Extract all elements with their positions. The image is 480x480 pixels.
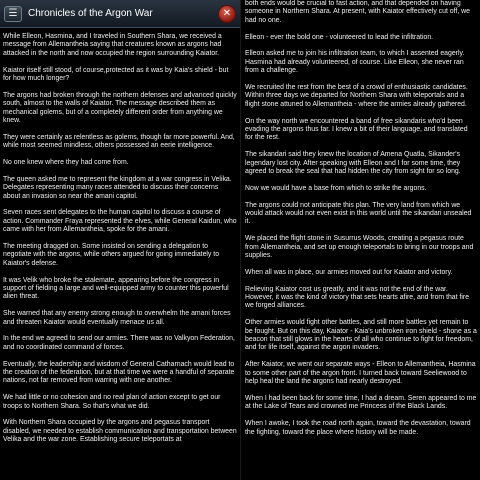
paragraph: When all was in place, our armies moved out for Kaiator and victory.: [245, 268, 453, 276]
paragraph: She warned that any enemy strong enough to overwhelm the amani forces and threaten Kaiator would eventually menace us all.: [3, 310, 231, 326]
paragraph: We placed the flight stone in Susurrus Woods, creating a pegasus route from Allemantheia, and set up enough teleportals to bring in our troops and supplies.: [245, 235, 474, 260]
paragraph: Relieving Kaiator cost us greatly, and it was not the end of the war. However, it was the kind of victory that sets hearts afire, and from that fire we forged alliances.: [245, 285, 470, 310]
paragraph: Now we would have a base from which to strike the argons.: [245, 184, 427, 192]
paragraph: The argons had broken through the northern defenses and advanced quickly south, almost to the walls of Kaiator. The message described them as mechanical golems, but of a completely different order from anything we knew.: [3, 91, 237, 125]
menu-icon[interactable]: ☰: [4, 6, 22, 22]
paragraph: When I awoke, I took the road north again, toward the devastation, toward the fighting, toward the place where history will be made.: [245, 420, 471, 436]
paragraph: After Kaiator, we went our separate ways - Elleon to Allemantheia, Hasmina to some other part of the argon front. I turned back toward Seeliewood to help heal the land the argons had nearly destroyed.: [245, 361, 476, 386]
paragraph: When I had been back for some time, I had a dream. Seren appeared to me at the Lake of Tears and crowned me Princess of the Black Lands.: [245, 394, 477, 411]
right-text-body: [245, 0, 477, 437]
paragraph: In the end we agreed to send our armies. There was no Valkyon Federation, and no coordinated command of forces.: [3, 335, 235, 351]
left-text-body: [3, 33, 237, 445]
paragraph: On the way north we encountered a band of free sikandaris who'd been evading the argons thus far. I knew a bit of their language, and translated for the rest.: [245, 117, 468, 142]
paragraph: No one knew where they had come from.: [3, 159, 129, 167]
paragraph: The sikandari said they knew the location of Amena Quatla, Sikander's legendary lost city. After speaking with Elleon and I for some time, they agreed to break the seal that had hidden the city from sight for so long.: [245, 151, 461, 176]
window-titlebar: [0, 0, 240, 28]
paragraph: Seven races sent delegates to the human capitol to discuss a course of action. Commander Fraya represented the elves, while General Kaidun, who came with her from Allemantheia, spoke for the amani.: [3, 209, 237, 234]
paragraph: both ends would be crucial to fast action, and that depended on having someone in Northern Shara. At present, with Kaiator effectively cut off, we had no one.: [245, 0, 470, 24]
window-title: Chronicles of the Argon War: [28, 8, 153, 19]
paragraph: Eventually, the leadership and wisdom of General Catharnach would lead to the creation of the federation, but at that time we were a handful of separate nations, not far removed from warring with one another.: [3, 360, 235, 385]
paragraph: While Elleon, Hasmina, and I traveled in Southern Shara, we received a message from Allemantheia saying that creatures known as argons had attacked in the north and now occupied the region surrounding Kaiator.: [3, 33, 222, 57]
paragraph: The argons could not anticipate this plan. The very land from which we would attack would not even exist in this world until the sikandari unsealed it.: [245, 201, 472, 226]
paragraph: Kaiator itself still stood, of course,protected as it was by Kaia's shield - but for how much longer?: [3, 66, 229, 83]
paragraph: Elleon asked me to join his infiltration team, to which I assented eagerly. Hasmina had already volunteered, of course. Like Elleon, she never ran from a challenge.: [245, 50, 465, 75]
paragraph: They were certainly as relentless as golems, though far more powerful. And, while most seemed mindless, others possessed an eerie intelligence.: [3, 133, 235, 150]
paragraph: The queen asked me to represent the kingdom at a war congress in Velika. Delegates representing many races attended to discuss their concerns about an invasion so near the amani capitol.: [3, 175, 232, 200]
paragraph: We had little or no cohesion and no real plan of action except to get our troops to Northern Shara. So that's what we did.: [3, 394, 221, 410]
paragraph: It was Velik who broke the stalemate, appearing before the congress in support of fielding a large and well-equipped army to counter this powerful alien threat.: [3, 276, 229, 301]
right-column: [240, 0, 480, 480]
paragraph: The meeting dragged on. Some insisted on sending a delegation to negotiate with the argons, while others argued for going immediately to Kaiator's defense.: [3, 243, 220, 267]
close-button[interactable]: ✕: [218, 5, 236, 23]
paragraph: Elleon - ever the bold one - volunteered to lead the infiltration.: [245, 33, 434, 41]
paragraph: We recruited the rest from the best of a crowd of enthusiastic candidates. Within three days we departed for Northern Shara with teleportals and a flight stone attuned to Allemantheia - where the armies already gathered.: [245, 84, 468, 108]
paragraph: Other armies would fight other battles, and still more battles yet remain to be fought. But on this day, Kaiator - Kaia's unbroken iron shield - shone as a beacon that still glows in the hearts of all who continue to fight for freedom, and for life itself, against the argon invaders.: [245, 319, 477, 352]
paragraph: With Northern Shara occupied by the argons and pegasus transport disabled, we needed to establish communication and transportation between Velika and the war zone. Establishing secure teleportats at: [3, 419, 237, 444]
